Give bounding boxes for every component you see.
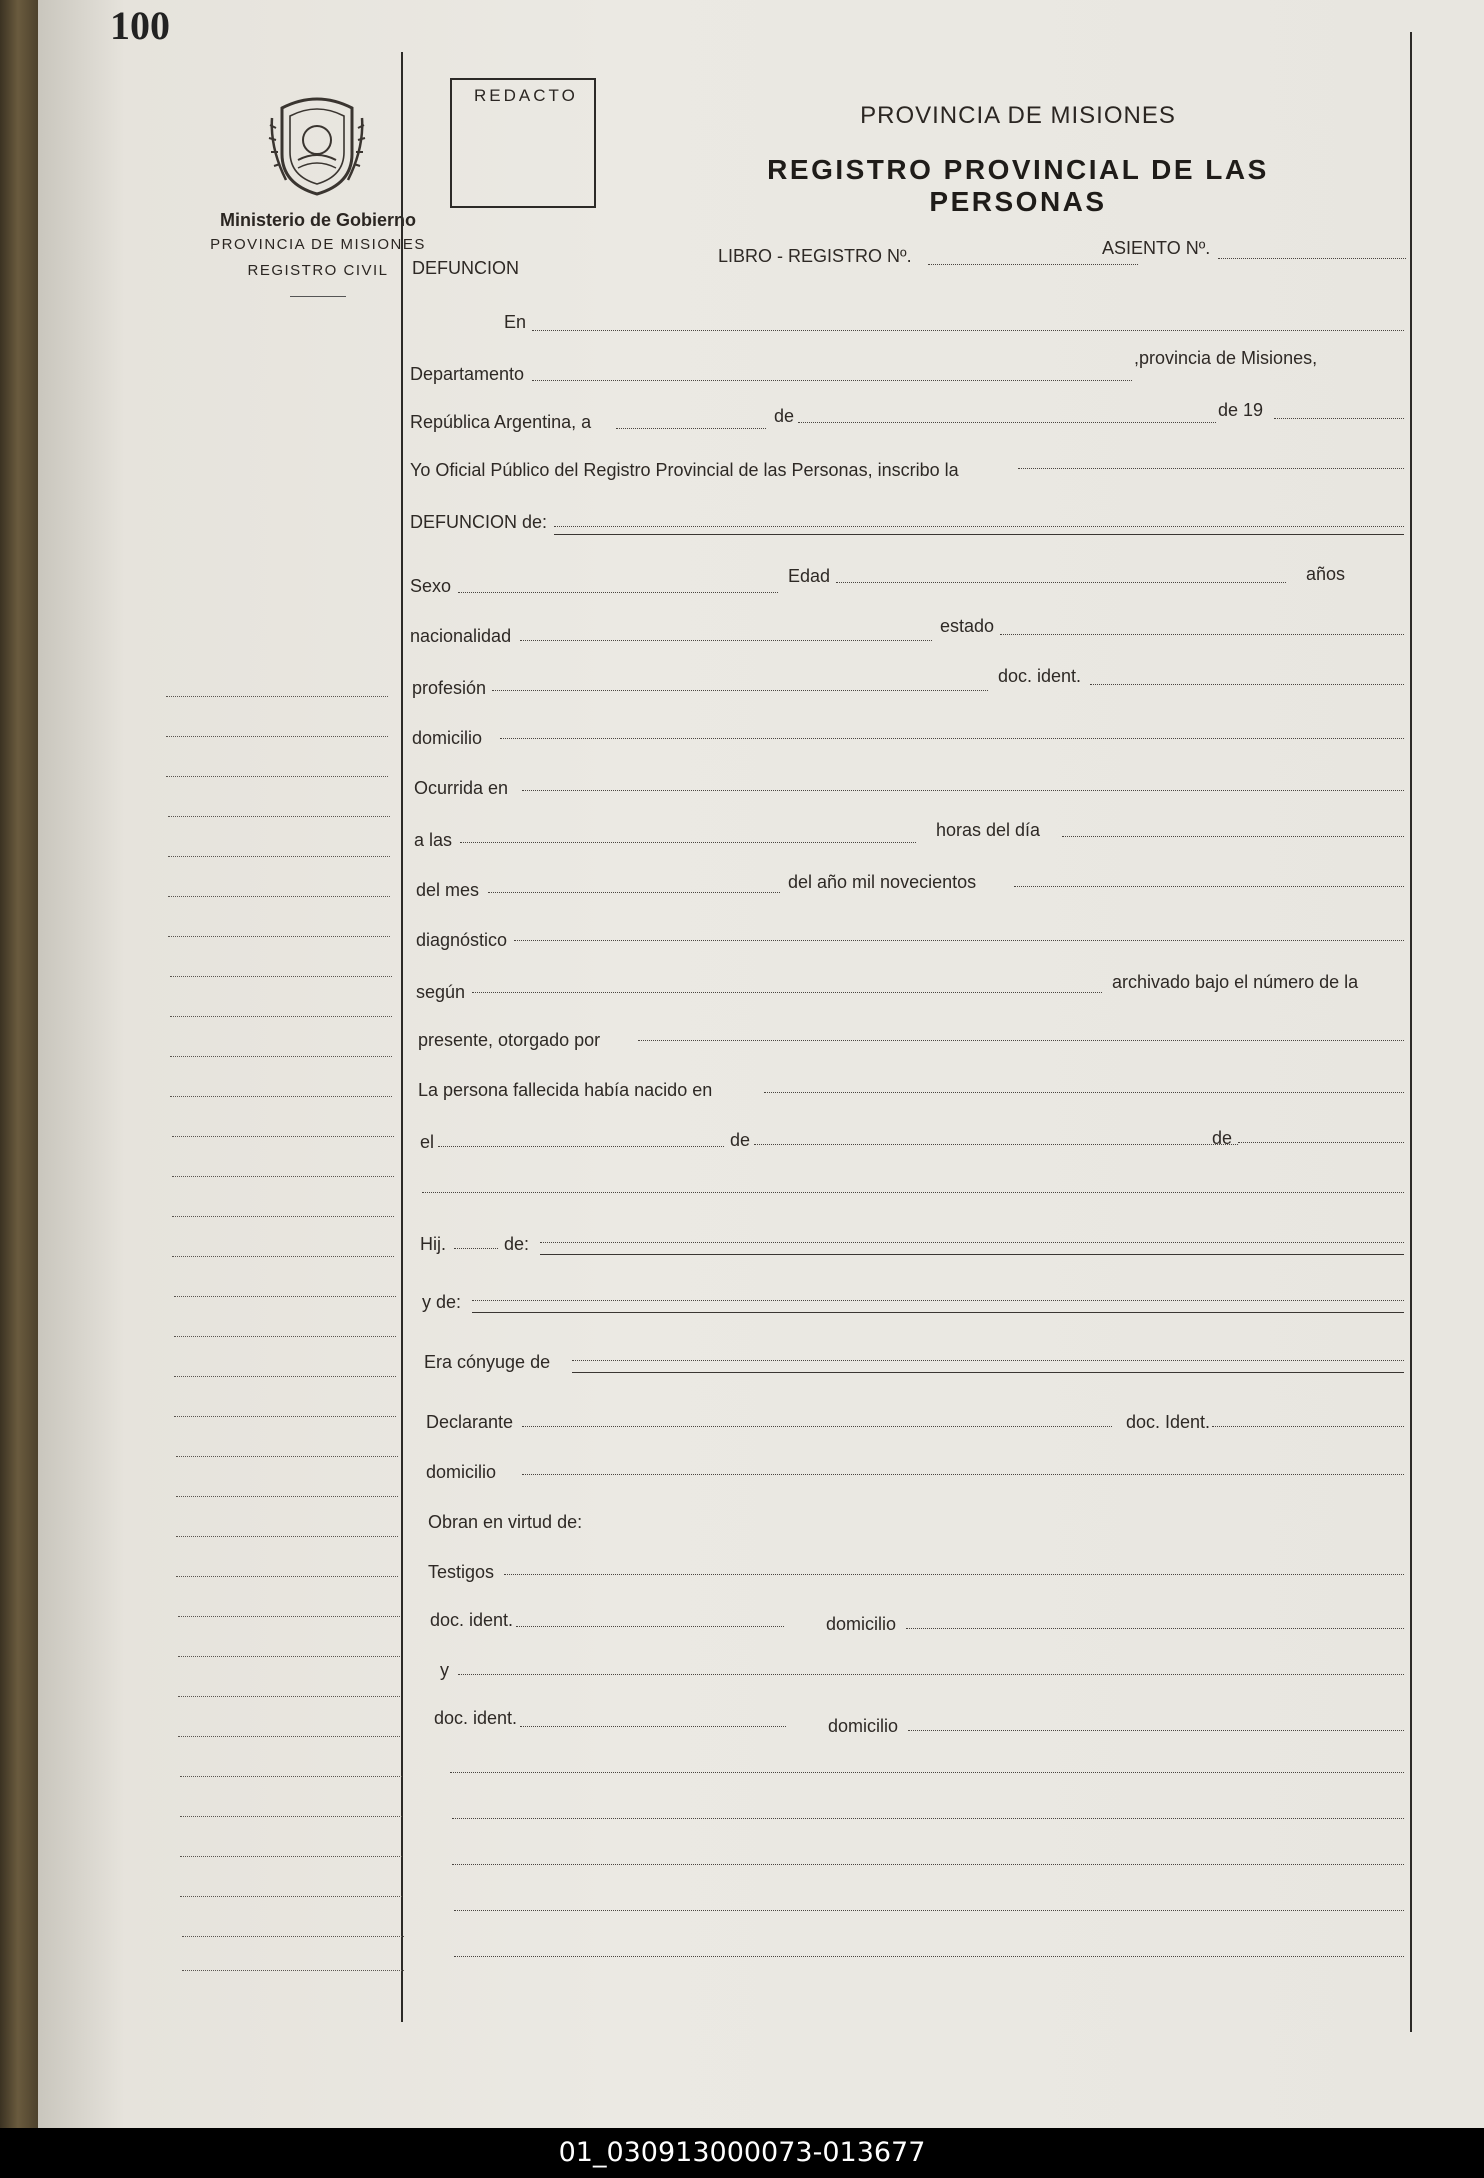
asiento-field[interactable] (1218, 258, 1406, 259)
margin-note-line[interactable] (182, 1970, 404, 1971)
right-margin-rule (1410, 32, 1412, 2032)
doc-ident-1-field[interactable] (1090, 684, 1404, 685)
doc-ident-2-field[interactable] (1212, 1426, 1404, 1427)
padre-rule (540, 1254, 1404, 1255)
ano-field[interactable] (1274, 418, 1404, 419)
margin-note-line[interactable] (182, 1936, 404, 1937)
domicilio-2-field[interactable] (522, 1474, 1404, 1475)
ocurrida-field[interactable] (522, 790, 1404, 791)
registro-title: REGISTRO PROVINCIAL DE LAS PERSONAS (767, 154, 1269, 217)
margin-note-line[interactable] (168, 936, 390, 937)
doc-ident-3-label: doc. ident. (430, 1610, 514, 1630)
yo-oficial-label: Yo Oficial Público del Registro Provincial de las Personas, inscribo la (410, 460, 959, 480)
margin-note-line[interactable] (174, 1416, 396, 1417)
margin-note-line[interactable] (166, 696, 388, 697)
inscribo-field[interactable] (1018, 468, 1404, 469)
blank-line[interactable] (452, 1864, 1404, 1865)
redacto-label: REDACTO (474, 86, 578, 105)
hij-suffix-field[interactable] (454, 1248, 498, 1249)
margin-note-line[interactable] (166, 736, 388, 737)
doc-ident-4-label: doc. ident. (434, 1708, 518, 1728)
domicilio-1-label: domicilio (412, 728, 483, 748)
ministerio-label: Ministerio de Gobierno (219, 210, 416, 230)
provincia-sub-label: PROVINCIA DE MISIONES (210, 236, 426, 253)
departamento-label: Departamento (410, 364, 525, 384)
margin-note-line[interactable] (166, 776, 388, 777)
madre-field[interactable] (472, 1300, 1404, 1301)
defuncion-label: DEFUNCION (412, 258, 519, 278)
provincia-misiones-label: ,provincia de Misiones, (1134, 348, 1318, 368)
del-mes-label: del mes (416, 880, 480, 900)
margin-note-line[interactable] (176, 1456, 398, 1457)
conyuge-field[interactable] (572, 1360, 1404, 1361)
doc-ident-4-field[interactable] (520, 1726, 786, 1727)
margin-note-line[interactable] (168, 856, 390, 857)
testigos-label: Testigos (428, 1562, 495, 1582)
margin-note-line[interactable] (170, 976, 392, 977)
domicilio-3-field[interactable] (906, 1628, 1404, 1629)
coat-of-arms-icon (268, 88, 366, 198)
asiento-label: ASIENTO Nº. (1102, 238, 1211, 258)
horas-dia-label: horas del día (936, 820, 1041, 840)
divider (290, 296, 346, 297)
hora-field[interactable] (460, 842, 916, 843)
lugar-nacimiento-field[interactable] (764, 1092, 1404, 1093)
mes-ocurrencia-field[interactable] (488, 892, 780, 893)
de-label-1: de (774, 406, 795, 426)
declarante-field[interactable] (522, 1426, 1112, 1427)
padre-field[interactable] (540, 1242, 1404, 1243)
libro-label: LIBRO - REGISTRO Nº. (718, 246, 912, 266)
margin-note-line[interactable] (168, 816, 390, 817)
de-19-label: de 19 (1218, 400, 1264, 420)
sexo-label: Sexo (410, 576, 452, 596)
blank-line[interactable] (452, 1818, 1404, 1819)
margin-note-line[interactable] (170, 1016, 392, 1017)
declarante-label: Declarante (426, 1412, 514, 1432)
estado-label: estado (940, 616, 995, 636)
diagnostico-field[interactable] (514, 940, 1404, 941)
blank-line[interactable] (454, 1910, 1404, 1911)
margin-note-line[interactable] (178, 1656, 400, 1657)
provincia-title: PROVINCIA DE MISIONES (860, 102, 1176, 129)
conyuge-label: Era cónyuge de (424, 1352, 551, 1372)
domicilio-3-label: domicilio (826, 1614, 897, 1634)
hij-label: Hij. (420, 1234, 446, 1254)
republica-label: República Argentina, a (410, 412, 592, 432)
margin-note-line[interactable] (174, 1296, 396, 1297)
profesion-label: profesión (412, 678, 487, 698)
testigo-2-field[interactable] (458, 1674, 1404, 1675)
y-label: y (440, 1660, 449, 1680)
de-label-3: de (1212, 1128, 1233, 1148)
edad-label: Edad (788, 566, 831, 586)
ano-nacimiento-field[interactable] (1238, 1142, 1404, 1143)
dia-nacimiento-field[interactable] (438, 1146, 724, 1147)
estado-field[interactable] (1000, 634, 1404, 635)
domicilio-4-label: domicilio (828, 1716, 899, 1736)
margin-note-line[interactable] (176, 1496, 398, 1497)
blank-line[interactable] (450, 1772, 1404, 1773)
margin-note-line[interactable] (180, 1856, 402, 1857)
margin-note-line[interactable] (174, 1336, 396, 1337)
del-ano-label: del año mil novecientos (788, 872, 977, 892)
blank-line[interactable] (454, 1956, 1404, 1957)
segun-field[interactable] (472, 992, 1102, 993)
de-label-2: de (730, 1130, 751, 1150)
margin-note-line[interactable] (172, 1136, 394, 1137)
margin-note-line[interactable] (172, 1176, 394, 1177)
domicilio-1-field[interactable] (500, 738, 1404, 739)
doc-ident-2-label: doc. Ident. (1126, 1412, 1211, 1432)
register-page (38, 0, 1484, 2128)
mes-field[interactable] (798, 422, 1216, 423)
margin-note-line[interactable] (178, 1696, 400, 1697)
margin-note-line[interactable] (180, 1896, 402, 1897)
anos-label: años (1306, 564, 1346, 584)
profesion-field[interactable] (492, 690, 988, 691)
margin-note-line[interactable] (168, 896, 390, 897)
margin-note-line[interactable] (170, 1096, 392, 1097)
archivado-label: archivado bajo el número de la (1112, 972, 1359, 992)
book-binding (0, 0, 40, 2130)
nacionalidad-field[interactable] (520, 640, 932, 641)
margin-note-line[interactable] (176, 1536, 398, 1537)
folio-number: 100 (110, 3, 170, 48)
departamento-field[interactable] (532, 380, 1132, 381)
libro-field[interactable] (928, 264, 1138, 265)
registro-civil-label: REGISTRO CIVIL (247, 262, 389, 279)
margin-note-line[interactable] (176, 1576, 398, 1577)
ano-ocurrencia-field[interactable] (1014, 886, 1404, 887)
margin-note-line[interactable] (174, 1376, 396, 1377)
testigos-field[interactable] (504, 1574, 1404, 1575)
mes-nacimiento-field[interactable] (754, 1144, 1238, 1145)
en-field[interactable] (532, 330, 1404, 331)
margin-note-line[interactable] (178, 1736, 400, 1737)
nacionalidad-label: nacionalidad (410, 626, 512, 646)
margin-note-line[interactable] (178, 1616, 400, 1617)
difunto-field[interactable] (554, 526, 1404, 527)
obran-label: Obran en virtud de: (428, 1512, 583, 1532)
doc-ident-3-field[interactable] (516, 1626, 784, 1627)
otorgado-field[interactable] (638, 1040, 1404, 1041)
defuncion-de-label: DEFUNCION de: (410, 512, 548, 532)
nacimiento-extra-field[interactable] (422, 1192, 1404, 1193)
margin-note-line[interactable] (180, 1776, 402, 1777)
en-label: En (504, 312, 527, 332)
margin-note-line[interactable] (172, 1256, 394, 1257)
y-de-label: y de: (422, 1292, 462, 1312)
segun-label: según (416, 982, 466, 1002)
dia-field[interactable] (616, 428, 766, 429)
madre-rule (472, 1312, 1404, 1313)
domicilio-2-label: domicilio (426, 1462, 497, 1482)
diagnostico-label: diagnóstico (416, 930, 508, 950)
doc-ident-1-label: doc. ident. (998, 666, 1082, 686)
margin-note-line[interactable] (180, 1816, 402, 1817)
difunto-rule (554, 534, 1404, 535)
hij-de-label: de: (504, 1234, 530, 1254)
edad-field[interactable] (836, 582, 1286, 583)
el-label: el (420, 1132, 435, 1152)
image-id-caption: 01_030913000073-013677 (0, 2128, 1484, 2178)
margin-note-line[interactable] (170, 1056, 392, 1057)
conyuge-rule (572, 1372, 1404, 1373)
sexo-field[interactable] (458, 592, 778, 593)
margin-note-line[interactable] (172, 1216, 394, 1217)
domicilio-4-field[interactable] (908, 1730, 1404, 1731)
persona-fallecida-label: La persona fallecida había nacido en (418, 1080, 713, 1100)
ocurrida-label: Ocurrida en (414, 778, 509, 798)
dia-ocurrencia-field[interactable] (1062, 836, 1404, 837)
left-margin-rule (401, 52, 403, 2022)
a-las-label: a las (414, 830, 453, 850)
presente-label: presente, otorgado por (418, 1030, 601, 1050)
